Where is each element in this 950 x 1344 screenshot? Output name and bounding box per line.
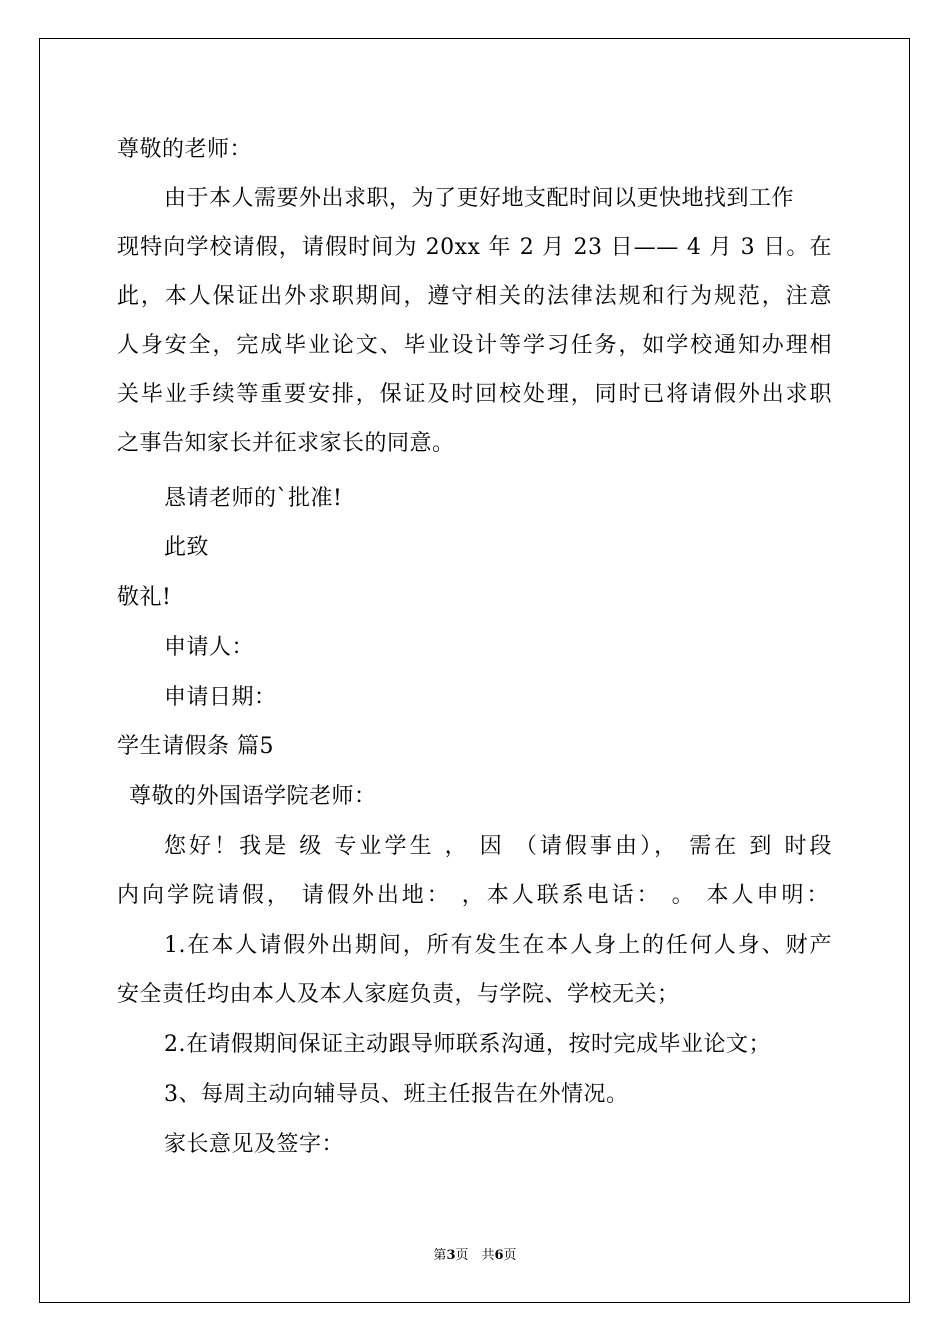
footer-suffix: 页	[503, 1248, 517, 1263]
page-footer	[0, 1248, 950, 1264]
body-line-1: 由于本人需要外出求职，为了更好地支配时间以更快地找到工作	[164, 186, 795, 211]
footer-prefix: 第	[433, 1248, 447, 1263]
closing-cizhi: 此致	[164, 535, 210, 560]
application-date-label: 申请日期：	[164, 685, 277, 710]
request-line: 恳请老师的`批准!	[164, 486, 343, 511]
section-title: 学生请假条 篇5	[117, 734, 274, 759]
item-1-line-2: 安全责任均由本人及本人家庭负责，与学院、学校无关；	[117, 982, 680, 1007]
salutation-2: 尊敬的外国语学院老师：	[129, 784, 377, 809]
item-3: 3、每周主动向辅导员、班主任报告在外情况。	[164, 1082, 629, 1107]
footer-total-pages: 6	[494, 1248, 504, 1263]
body-line-5: 关毕业手续等重要安排，保证及时回校处理，同时已将请假外出求职	[117, 382, 832, 407]
body-line-4: 人身安全，完成毕业论文、毕业设计等学习任务，如学校通知办理相	[117, 333, 832, 358]
body-line-2: 现特向学校请假，请假时间为 20xx 年 2 月 23 日—— 4 月 3 日。在	[117, 235, 832, 260]
body2-line-1: 您好！我是 级 专业学生 ， 因 （请假事由）， 需在 到 时段	[164, 834, 832, 859]
item-2: 2.在请假期间保证主动跟导师联系沟通，按时完成毕业论文；	[164, 1032, 771, 1057]
body-line-6: 之事告知家长并征求家长的同意。	[117, 431, 455, 456]
closing-jingli: 敬礼!	[117, 585, 172, 610]
item-1-line-1: 1.在本人请假外出期间，所有发生在本人身上的任何人身、财产	[164, 933, 832, 958]
salutation: 尊敬的老师：	[117, 137, 253, 162]
page-border	[39, 38, 910, 1303]
body-line-3: 此，本人保证出外求职期间，遵守相关的法律法规和行为规范，注意	[117, 284, 832, 309]
footer-current-page: 3	[446, 1248, 456, 1263]
parent-signature-label: 家长意见及签字：	[164, 1132, 345, 1157]
body2-line-2: 内向学院请假， 请假外出地： ，本人联系电话： 。 本人申明：	[117, 883, 829, 908]
footer-mid: 页 共	[455, 1248, 495, 1263]
applicant-label: 申请人：	[164, 635, 255, 660]
